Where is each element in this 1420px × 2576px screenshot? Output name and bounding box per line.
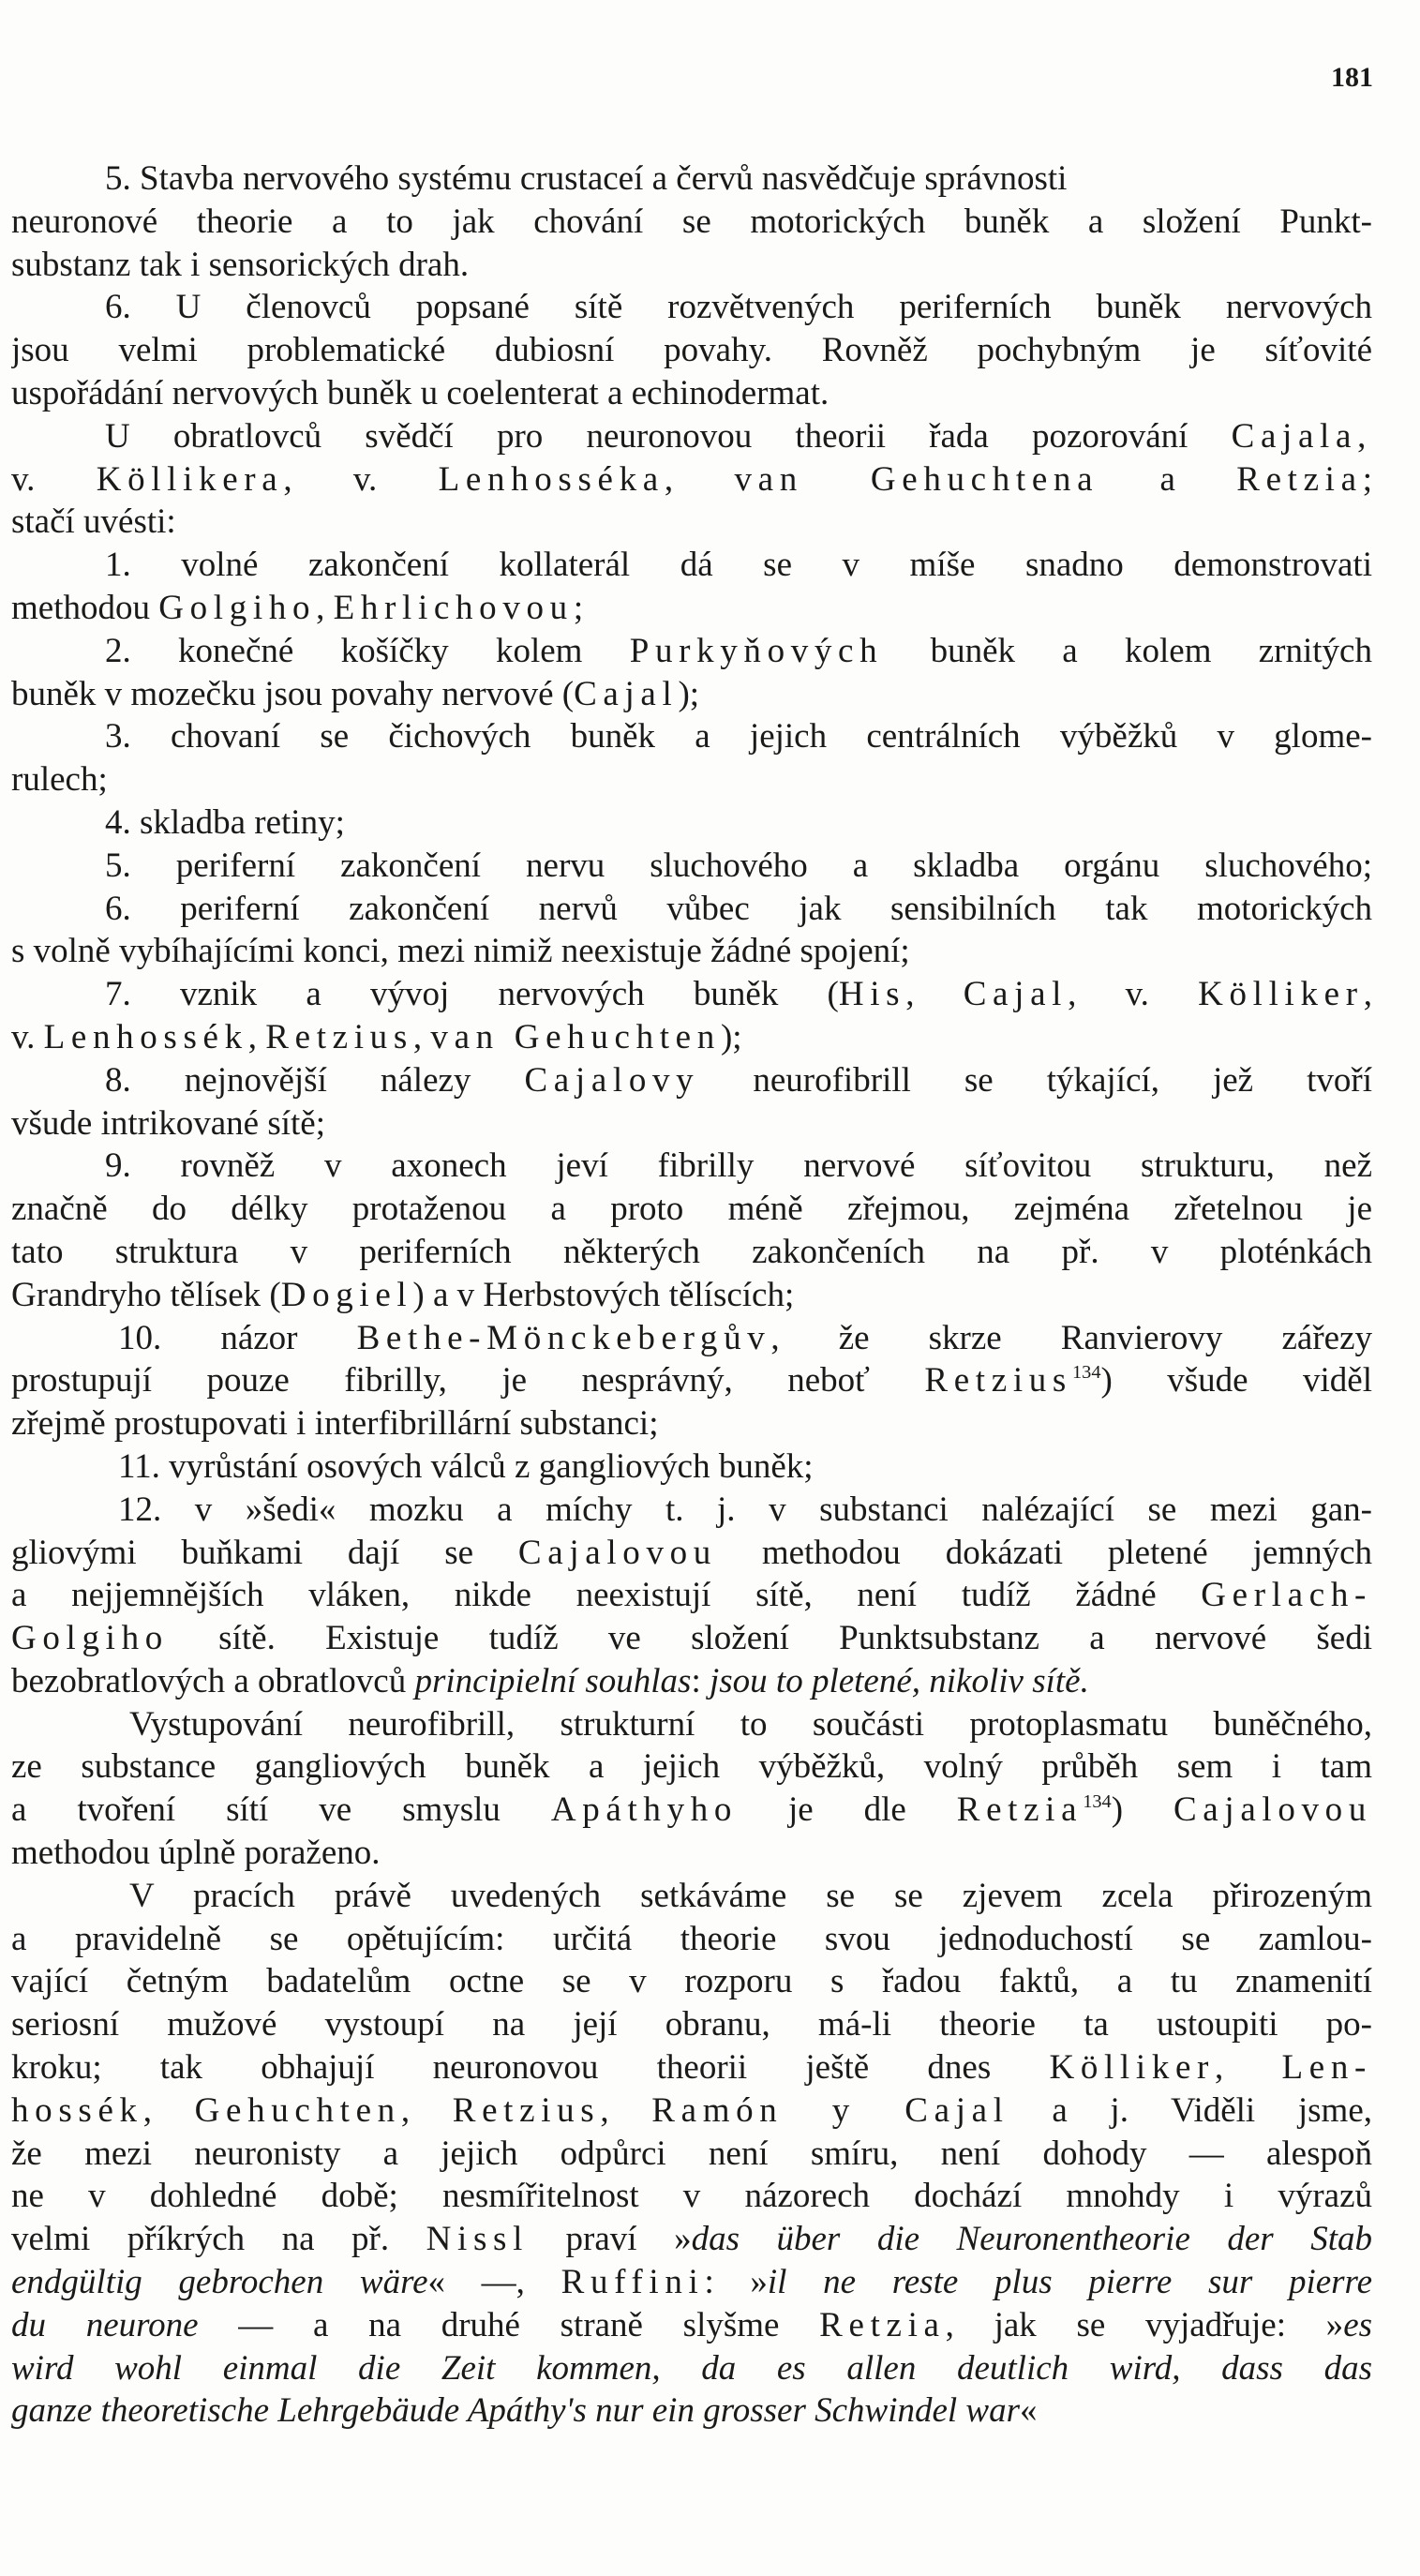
spaced-name: van Gehuchtena [734,459,1099,499]
text-line [11,2347,1372,2390]
spaced-name: Ehrlichovou [333,588,574,627]
text-line [11,1274,1372,1317]
text-run: 2. konečné košíčky kolem [105,631,630,670]
spaced-name: Retzius [265,1017,413,1056]
spaced-name: Cajalovy [524,1060,700,1100]
text-run: prostupují pouze fibrilly, je nesprávný, neboť [11,1361,925,1400]
text-run: 11. vyrůstání osových válců z gangliových buněk; [118,1446,814,1486]
text-run: , [247,1017,266,1056]
text-run: velmi příkrých na př. [11,2220,426,2259]
text-run: stačí uvésti: [11,502,176,542]
spaced-name: van Gehuchten [430,1017,721,1056]
text-line [11,2175,1372,2218]
spaced-name: Cajal [963,975,1069,1014]
text-run: 8. nejnovější nálezy [105,1060,525,1100]
text-line [11,758,1372,801]
text-run: , [316,588,334,627]
text-line [11,501,1372,544]
italic-text: jsou to pletené, nikoliv sítě. [709,1661,1089,1700]
text-line [11,1875,1372,1918]
spaced-name: Retzia [819,2305,946,2344]
italic-text: ganze theoretische Lehrgebäude Apáthy's nur ein grosser Schwindel war [11,2391,1020,2431]
text-run: 3. chovaní se čichových buněk a jejich centrálních výběžků v glome- [105,717,1372,756]
text-run: , v. [283,459,439,499]
text-run: , [142,2090,195,2130]
spaced-name: Apáthyho [550,1790,739,1830]
text-run: « [1020,2391,1038,2431]
text-line [11,1016,1372,1059]
text-run: , [664,459,735,499]
spaced-name: Köllikera [96,459,284,499]
spaced-name: Retzius [924,1361,1072,1400]
text-line [11,973,1372,1016]
text-run: , [400,2090,453,2130]
text-run: substanz tak i sensorických drah. [11,245,470,284]
footnote-ref: 134 [1071,1362,1101,1384]
text-run: a [1099,459,1237,499]
body-text [11,157,1372,2433]
spaced-name: Nissl [426,2220,530,2259]
footnote-ref: 134 [1083,1791,1112,1813]
text-line [11,673,1372,716]
spaced-name: Kölliker [1049,2048,1216,2088]
text-line [11,1102,1372,1146]
text-run: 9. rovněž v axonech jeví fibrilly nervové síťovitou strukturu, než [105,1146,1372,1186]
text-line [11,157,1372,201]
text-run: praví » [529,2220,692,2259]
text-line [11,930,1372,973]
text-run: ; [1362,459,1372,499]
text-run: uspořádání nervových buněk u coelenterat a echinodermat. [11,373,830,412]
italic-text: das über die Neuronentheorie der Stab [691,2220,1372,2259]
text-line [11,1145,1372,1188]
text-run: methodou [11,588,159,627]
text-line [11,544,1372,587]
text-run: neurofibrill se týkající, jež tvoří [699,1060,1372,1100]
spaced-name: Ramón y Cajal [651,2090,1009,2130]
text-run: 7. vznik a vývoj nervových buněk ( [105,975,839,1014]
text-run: 10. názor [118,1318,357,1357]
italic-text: il ne reste plus pierre sur pierre [767,2263,1372,2302]
text-line [11,587,1372,630]
spaced-name: Gehuchten [194,2090,401,2130]
text-line [11,1359,1372,1402]
text-run: : [691,1661,710,1700]
text-line [11,2218,1372,2261]
text-run: všude intrikované sítě; [11,1103,325,1143]
spaced-name: His [838,975,906,1014]
text-run: a tvoření sítí ve smyslu [11,1790,551,1830]
text-run: v. [11,459,97,499]
text-run: methodou úplně poraženo. [11,1834,381,1873]
text-line [11,715,1372,758]
text-run: v. [11,1017,44,1056]
spaced-name: Len- [1281,2048,1372,2088]
text-run: ; [573,588,584,627]
text-run: je dle [738,1790,957,1830]
text-line [11,1574,1372,1617]
text-run: , jak se vyjadřuje: » [945,2305,1344,2344]
text-run: zřejmě prostupovati i interfibrillární substanci; [11,1404,659,1444]
text-run: V pracích právě uvedených setkáváme se se zjevem zcela přirozeným [129,1876,1372,1915]
text-run: , v. [1068,975,1199,1014]
spaced-name: Dogiel [280,1275,413,1314]
text-line [11,2304,1372,2347]
page-number: 181 [1331,62,1373,93]
text-run: « —, [427,2263,561,2302]
spaced-name: Kölliker [1198,975,1364,1014]
text-line [11,1745,1372,1789]
spaced-name: Ruffini [561,2263,705,2302]
text-run: tato struktura v periferních některých zakončeních na př. v ploténkách [11,1232,1372,1271]
text-run: methodou dokázati pletené jemných [716,1533,1372,1572]
text-line [11,1188,1372,1231]
text-run: , [600,2090,652,2130]
text-line [11,1445,1372,1489]
text-run: , [1363,975,1372,1014]
text-run: gliovými buňkami dají se [11,1533,518,1572]
text-line [11,458,1372,502]
text-run: , že skrze Ranvierovy zářezy [770,1318,1372,1357]
text-line [11,801,1372,845]
text-run: 12. v »šedi« mozku a míchy t. j. v substanci nalézající se mezi gan- [118,1490,1372,1529]
text-line [11,1317,1372,1360]
text-line [11,1489,1372,1532]
text-run: značně do délky protaženou a proto méně zřejmou, zejména zřetelnou je [11,1190,1372,1229]
text-run: 1. volné zakončení kollaterál dá se v míše snadno demonstrovati [105,546,1372,585]
text-run: ); [720,1017,742,1056]
text-run: 6. periferní zakončení nervů vůbec jak sensibilních tak motorických [105,889,1372,928]
text-run: jsou velmi problematické dubiosní povahy. Rovněž pochybným je síťovité [11,331,1372,370]
spaced-name: Lenhosséka [438,459,665,499]
text-line [11,372,1372,415]
text-run: — a na druhé straně slyšme [198,2305,820,2344]
text-line [11,845,1372,888]
text-run: a pravidelně se opětujícím: určitá theorie svou jednoduchostí se zamlou- [11,1919,1372,1958]
text-line [11,1532,1372,1575]
spaced-name: hossék [11,2090,143,2130]
text-run: ); [678,674,700,713]
text-run: a nejjemnějších vláken, nikde neexistují sítě, není tudíž žádné [11,1576,1202,1615]
text-line [11,1402,1372,1445]
text-run: 4. skladba retiny; [105,802,345,842]
text-run: buněk v mozečku jsou povahy nervové ( [11,674,575,713]
text-run: seriosní mužové vystoupí na její obranu, má-li theorie ta ustoupiti po- [11,2005,1372,2044]
text-run: sítě. Existuje tudíž ve složení Punktsubstanz a nervové šedi [168,1619,1372,1658]
text-run: rulech; [11,760,108,800]
italic-text: wird wohl einmal die Zeit kommen, da es allen deutlich wird, dass das [11,2348,1372,2388]
text-line [11,329,1372,372]
text-run: ) [1111,1790,1173,1830]
text-line [11,1059,1372,1102]
text-line [11,630,1372,673]
spaced-name: Golgiho [11,1619,169,1658]
italic-text: principielní souhlas [414,1661,692,1700]
text-run: , [412,1017,431,1056]
text-run: 5. Stavba nervového systému crustaceí a červů nasvědčuje správnosti [105,159,1068,198]
text-line [11,244,1372,287]
text-line [11,1703,1372,1746]
text-line [11,1832,1372,1875]
text-run: Grandryho tělísek ( [11,1275,281,1314]
text-line [11,2133,1372,2176]
text-run: bezobratlových a obratlovců [11,1661,415,1700]
text-run: U obratlovců svědčí pro neuronovou theorii řada pozorování [105,416,1232,456]
spaced-name: Retzia [1236,459,1363,499]
spaced-name: Gerlach- [1201,1576,1372,1615]
text-line [11,1918,1372,1961]
spaced-name: Golgiho [158,588,317,627]
text-line [11,415,1372,458]
text-run: , [1215,2048,1282,2088]
text-run: a j. Viděli jsme, [1009,2090,1372,2130]
spaced-name: Cajala, [1231,416,1372,456]
text-run: , [905,975,964,1014]
text-run: neuronové theorie a to jak chování se motorických buněk a složení Punkt- [11,202,1372,241]
italic-text: es [1343,2305,1372,2344]
spaced-name: Cajalovou [517,1533,717,1572]
text-run: 5. periferní zakončení nervu sluchového a skladba orgánu sluchového; [105,846,1372,885]
spaced-name: Bethe-Mönckebergův [356,1318,771,1357]
text-run: s volně vybíhajícími konci, mezi nimiž neexistuje žádné spojení; [11,932,910,971]
text-run: vající četným badatelům octne se v rozporu s řadou faktů, a tu znamenití [11,1962,1372,2001]
text-run: Vystupování neurofibrill, strukturní to součásti protoplasmatu buněčného, [129,1704,1372,1744]
spaced-name: Retzius [452,2090,601,2130]
text-run: že mezi neuronisty a jejich odpůrci není smíru, není dohody — alespoň [11,2134,1372,2173]
text-line [11,1660,1372,1703]
text-line [11,2089,1372,2133]
text-line [11,2003,1372,2046]
text-run: 6. U členovců popsané sítě rozvětvených periferních buněk nervových [105,288,1372,327]
text-line [11,2046,1372,2089]
text-line [11,2261,1372,2304]
text-line [11,888,1372,931]
text-line [11,1617,1372,1660]
spaced-name: Lenhossék [43,1017,248,1056]
text-line [11,1960,1372,2003]
spaced-name: Cajalovou [1173,1790,1372,1830]
text-line [11,2389,1372,2433]
text-run: kroku; tak obhajují neuronovou theorii ještě dnes [11,2048,1050,2088]
spaced-name: Purkyňových [629,631,884,670]
text-run: ne v dohledné době; nesmířitelnost v názorech dochází mnohdy i výrazů [11,2177,1372,2216]
text-line [11,1231,1372,1274]
spaced-name: Retzia [956,1790,1084,1830]
text-line [11,286,1372,329]
text-line [11,1789,1372,1832]
spaced-name: Cajal [574,674,679,713]
italic-text: du neurone [11,2305,199,2344]
text-run: ) všude viděl [1100,1361,1372,1400]
text-run: : » [704,2263,768,2302]
text-run: ) a v Herbstových tělíscích; [412,1275,795,1314]
italic-text: endgültig gebrochen wäre [11,2263,428,2302]
text-run: ze substance gangliových buněk a jejich výběžků, volný průběh sem i tam [11,1747,1372,1787]
text-run: buněk a kolem zrnitých [883,631,1372,670]
text-line [11,201,1372,244]
